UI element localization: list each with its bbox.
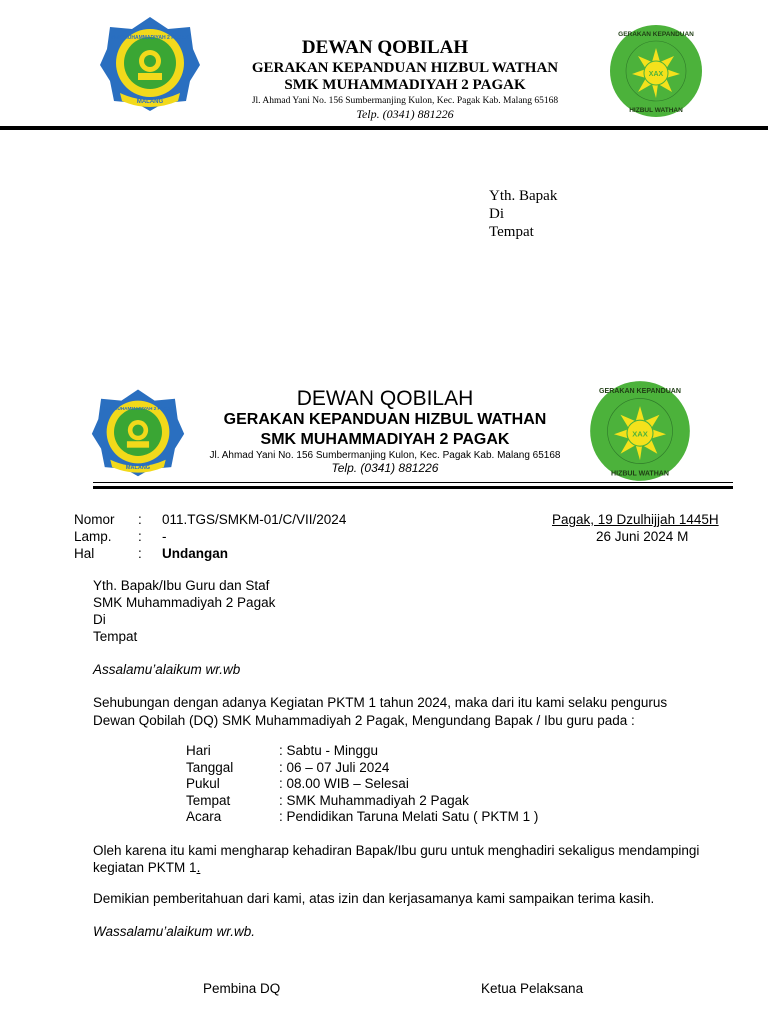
hal-label: Hal [74, 546, 95, 561]
letterhead-address: Jl. Ahmad Yani No. 156 Sumbermanjing Kulon, Kec. Pagak Kab. Malang 65168 [209, 450, 561, 461]
detail-value: : 06 – 07 Juli 2024 [279, 760, 390, 775]
detail-label: Hari [186, 743, 211, 758]
lamp-label: Lamp. [74, 529, 112, 544]
envelope-line-2: Di [489, 206, 504, 222]
letterhead-school: SMK MUHAMMADIYAH 2 PAGAK [284, 77, 526, 93]
nomor-label: Nomor [74, 512, 115, 527]
logo-ring-text: SMK MUHAMMADIYAH 2 PAGAK [102, 405, 174, 411]
detail-value: : Sabtu - Minggu [279, 743, 379, 758]
letterhead-title: DEWAN QOBILAH [296, 387, 474, 410]
logo-ring-text-bottom: HIZBUL WATHAN [629, 107, 683, 114]
detail-label: Pukul [186, 776, 220, 791]
lamp-colon: : [138, 529, 142, 544]
smk-muhammadiyah-logo [90, 386, 186, 478]
intro-line-2: Dewan Qobilah (DQ) SMK Muhammadiyah 2 Pagak, Mengundang Bapak / Ibu guru pada : [93, 713, 635, 728]
signature-left-title: Pembina DQ [203, 981, 281, 996]
letterhead-address: Jl. Ahmad Yani No. 156 Sumbermanjing Kulon, Kec. Pagak Kab. Malang 65168 [251, 96, 559, 106]
recipient-line-1: Yth. Bapak/Ibu Guru dan Staf [93, 578, 270, 593]
intro-line-1: Sehubungan dengan adanya Kegiatan PKTM 1 tahun 2024, maka dari itu kami selaku pengurus [93, 695, 668, 710]
detail-label: Acara [186, 809, 222, 824]
logo-bottom-text: MALANG [125, 464, 151, 471]
logo-ring-text-bottom: HIZBUL WATHAN [611, 470, 669, 478]
svg-text:XAX: XAX [648, 71, 664, 78]
lamp-value: - [162, 529, 167, 544]
envelope-line-1: Yth. Bapak [489, 188, 558, 204]
logo-ring-text-top: GERAKAN KEPANDUAN [599, 388, 681, 396]
request-tail: . [196, 860, 201, 875]
logo-ring-text-top: GERAKAN KEPANDUAN [618, 31, 694, 38]
letterhead-school: SMK MUHAMMADIYAH 2 PAGAK [260, 431, 510, 448]
letterhead-phone: Telp. (0341) 881226 [331, 461, 439, 475]
detail-value: : SMK Muhammadiyah 2 Pagak [279, 793, 469, 808]
greeting: Assalamu’alaikum wr.wb [93, 662, 241, 677]
svg-text:XAX: XAX [632, 429, 648, 439]
detail-value: : 08.00 WIB – Selesai [279, 776, 409, 791]
closing-sentence: Demikian pemberitahuan dari kami, atas izin dan kerjasamanya kami sampaikan terima kasih. [93, 891, 655, 906]
logo-ring-text: SMK MUHAMMADIYAH 2 PAGAK [111, 35, 189, 41]
recipient-line-4: Tempat [93, 629, 138, 644]
date-masehi: 26 Juni 2024 M [596, 529, 689, 544]
letterhead-org: GERAKAN KEPANDUAN HIZBUL WATHAN [223, 411, 547, 428]
detail-label: Tempat [186, 793, 231, 808]
letterhead-phone: Telp. (0341) 881226 [356, 107, 454, 121]
hizbul-wathan-logo [608, 24, 704, 118]
nomor-value: 011.TGS/SMKM-01/C/VII/2024 [162, 512, 347, 527]
farewell: Wassalamu’alaikum wr.wb. [93, 924, 256, 939]
envelope-line-3: Tempat [489, 224, 534, 240]
letterhead-rule-thin [93, 482, 733, 483]
hizbul-wathan-logo [588, 380, 692, 482]
nomor-colon: : [138, 512, 142, 527]
logo-bottom-text: MALANG [136, 99, 164, 105]
request-text: kegiatan PKTM 1 [93, 860, 197, 875]
letterhead-rule-thick [93, 486, 733, 489]
hal-colon: : [138, 546, 142, 561]
letterhead-title: DEWAN QOBILAH [301, 37, 469, 58]
signature-right-title: Ketua Pelaksana [481, 981, 584, 996]
letterhead-rule [0, 126, 768, 130]
date-hijri: Pagak, 19 Dzulhijjah 1445H [552, 512, 719, 527]
detail-value: : Pendidikan Taruna Melati Satu ( PKTM 1 ) [279, 809, 539, 824]
recipient-line-2: SMK Muhammadiyah 2 Pagak [93, 595, 276, 610]
letterhead-org: GERAKAN KEPANDUAN HIZBUL WATHAN [251, 60, 559, 76]
hal-value: Undangan [162, 546, 228, 561]
recipient-line-3: Di [93, 612, 106, 627]
request-line-1: Oleh karena itu kami mengharap kehadiran Bapak/Ibu guru untuk menghadiri sekaligus mendampingi [93, 843, 700, 858]
smk-muhammadiyah-logo [98, 15, 202, 111]
detail-label: Tanggal [186, 760, 234, 775]
request-line-2 [93, 859, 200, 876]
